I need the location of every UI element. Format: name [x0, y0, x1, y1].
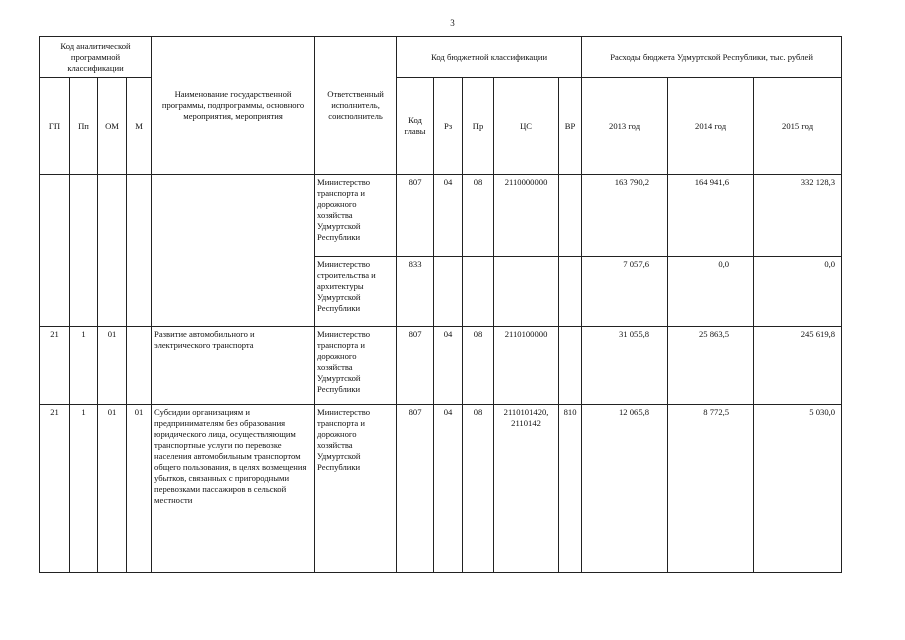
cell-name	[152, 175, 315, 327]
cell-gp	[40, 175, 70, 327]
cell-cs: 2110100000	[494, 327, 559, 405]
cell-gp: 21	[40, 405, 70, 573]
header-executor: Ответственный исполнитель, соисполнитель	[315, 37, 397, 175]
cell-executor: Министерство транспорта и дорожного хозяйства Удмуртской Республики	[315, 405, 397, 573]
header-om: ОМ	[98, 78, 127, 175]
cell-2013: 31 055,8	[582, 327, 668, 405]
cell-vr	[559, 327, 582, 405]
cell-pp	[70, 175, 98, 327]
header-analytic-code: Код аналитической программной классификации	[40, 37, 152, 78]
cell-om: 01	[98, 327, 127, 405]
cell-rz: 04	[434, 175, 463, 257]
cell-2014: 164 941,6	[668, 175, 754, 257]
cell-cs: 2110101420, 2110142	[494, 405, 559, 573]
cell-rz: 04	[434, 405, 463, 573]
cell-cs: 2110000000	[494, 175, 559, 257]
table-row	[40, 405, 842, 573]
cell-kod: 807	[397, 405, 434, 573]
cell-2014: 0,0	[668, 257, 754, 327]
cell-m	[127, 175, 152, 327]
cell-om: 01	[98, 405, 127, 573]
cell-kod: 807	[397, 175, 434, 257]
header-expenses: Расходы бюджета Удмуртской Республики, тыс. рублей	[582, 37, 842, 78]
cell-gp: 21	[40, 327, 70, 405]
header-vr: ВР	[559, 78, 582, 175]
header-name: Наименование государственной программы, подпрограммы, основного мероприятия, мероприятия	[152, 37, 315, 175]
cell-executor: Министерство строительства и архитектуры Удмуртской Республики	[315, 257, 397, 327]
cell-kod: 807	[397, 327, 434, 405]
cell-2013: 7 057,6	[582, 257, 668, 327]
header-cs: ЦС	[494, 78, 559, 175]
header-budget-code: Код бюджетной классификации	[397, 37, 582, 78]
cell-rz	[434, 257, 463, 327]
cell-executor: Министерство транспорта и дорожного хозяйства Удмуртской Республики	[315, 175, 397, 257]
cell-pr	[463, 257, 494, 327]
table-row	[40, 175, 842, 257]
header-pr: Пр	[463, 78, 494, 175]
cell-2015: 332 128,3	[754, 175, 842, 257]
cell-2014: 8 772,5	[668, 405, 754, 573]
cell-pp: 1	[70, 405, 98, 573]
cell-2015: 5 030,0	[754, 405, 842, 573]
header-m: М	[127, 78, 152, 175]
budget-table	[39, 36, 842, 573]
cell-m	[127, 327, 152, 405]
cell-2013: 12 065,8	[582, 405, 668, 573]
table-row	[40, 327, 842, 405]
cell-executor: Министерство транспорта и дорожного хозяйства Удмуртской Республики	[315, 327, 397, 405]
cell-pr: 08	[463, 175, 494, 257]
cell-2015: 0,0	[754, 257, 842, 327]
cell-vr	[559, 175, 582, 257]
cell-pr: 08	[463, 327, 494, 405]
cell-2015: 245 619,8	[754, 327, 842, 405]
cell-m: 01	[127, 405, 152, 573]
page-number: 3	[450, 18, 455, 28]
header-pp: Пп	[70, 78, 98, 175]
header-2013: 2013 год	[582, 78, 668, 175]
cell-vr: 810	[559, 405, 582, 573]
header-kod-glavy: Код главы	[397, 78, 434, 175]
cell-kod: 833	[397, 257, 434, 327]
header-gp: ГП	[40, 78, 70, 175]
cell-pr: 08	[463, 405, 494, 573]
cell-2013: 163 790,2	[582, 175, 668, 257]
cell-name: Субсидии организациям и предпринимателям без образования юридического лица, осуществляющим транспортные услуги по перевозке населения автомобильным транспортом общего пользования, в целях возмещения убытков, связанных с пригородными перевозками пассажиров в сельской местности	[152, 405, 315, 573]
header-2014: 2014 год	[668, 78, 754, 175]
cell-vr	[559, 257, 582, 327]
cell-pp: 1	[70, 327, 98, 405]
cell-2014: 25 863,5	[668, 327, 754, 405]
cell-rz: 04	[434, 327, 463, 405]
cell-om	[98, 175, 127, 327]
header-rz: Рз	[434, 78, 463, 175]
cell-name: Развитие автомобильного и электрического транспорта	[152, 327, 315, 405]
header-2015: 2015 год	[754, 78, 842, 175]
cell-cs	[494, 257, 559, 327]
